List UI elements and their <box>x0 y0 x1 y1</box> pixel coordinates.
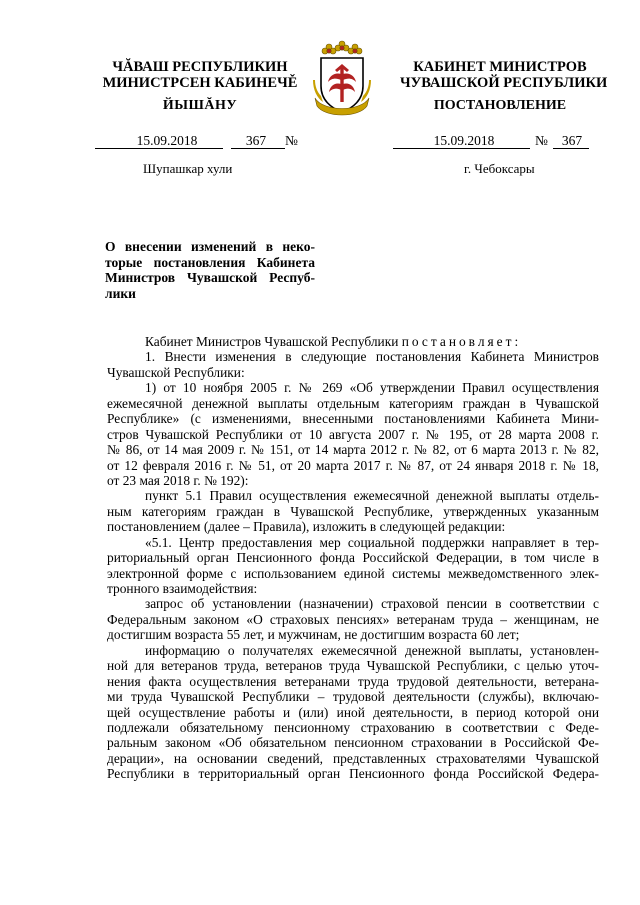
body-line: от 23 мая 2018 г. № 192): <box>107 472 249 488</box>
body-line: электронной форме с использованием единой системы межведомственного элек- <box>107 565 599 581</box>
city-chuvash: Шупашкар хули <box>143 161 233 176</box>
body-line: Чувашской Республики: <box>107 364 245 380</box>
number-sign-right: № <box>535 133 548 148</box>
doc-date-left: 15.09.2018 <box>136 133 198 148</box>
body-line: ным категориям граждан в Чувашской Республике, утвержденных указанным <box>107 503 599 519</box>
body-line: щей осуществление работы и (или) иной деятельности, в период которой они <box>107 704 599 720</box>
doc-date-right: 15.09.2018 <box>433 133 495 148</box>
body-line: ежемесячной денежной выплаты отдельным категориям граждан в Чувашской <box>107 395 599 411</box>
body-line: запрос об установлении (назначении) страховой пенсии в соответствии с <box>145 596 599 612</box>
body-line: от 12 февраля 2016 г. № 51, от 20 марта 2017 г. № 87, от 24 января 2018 г. № 18, <box>107 457 599 473</box>
subject-line: лики <box>105 285 136 301</box>
body-line: ральным законом «Об обязательном пенсионном страховании в Российской Фе- <box>107 735 599 751</box>
date-underline-left <box>95 148 223 149</box>
header-left-line-1: ЧĂВАШ РЕСПУБЛИКИН <box>112 59 288 75</box>
header-right-russian <box>400 59 608 91</box>
body-line: Республике» (с изменениями, внесенными постановлениями Кабинета Мини- <box>107 411 599 427</box>
intro-verb: постановляет: <box>401 334 522 349</box>
doc-number-left: 367 <box>245 133 267 148</box>
body-line: достигшим возраста 55 лет, и мужчинам, не достигшим возраста 60 лет; <box>107 627 520 643</box>
body-line: дерации», на основании сведений, представленных страхователями Чувашской <box>107 750 599 766</box>
body-line: 1) от 10 ноября 2005 г. № 269 «Об утверждении Правил осуществления <box>145 380 599 396</box>
body-line: нения факта осуществления ветеранами труда трудовой деятельности, ветерана- <box>107 673 599 689</box>
body-line: пункт 5.1 Правил осуществления ежемесячной денежной выплаты отдель- <box>145 488 599 504</box>
doc-line-right <box>393 133 603 149</box>
header-right-line-1: КАБИНЕТ МИНИСТРОВ <box>413 59 587 75</box>
header-left-chuvash <box>100 59 300 91</box>
subject-line: торые постановления Кабинета <box>105 254 315 270</box>
date-underline-right <box>393 148 530 149</box>
intro-text: Кабинет Министров Чувашской Республики <box>145 334 402 349</box>
body-line: стров Чувашской Республики от 10 августа 2007 г. № 195, от 28 марта 2008 г. <box>107 426 599 442</box>
header-right-line-2: ЧУВАШСКОЙ РЕСПУБЛИКИ <box>400 75 608 91</box>
document-body <box>107 334 599 782</box>
body-line: «5.1. Центр предоставления мер социальной поддержки направляет в тер- <box>145 534 599 550</box>
number-underline-left <box>231 148 285 149</box>
doc-type-chuvash: ЙЫШĂНУ <box>162 98 238 113</box>
header-left-line-2: МИНИСТРСЕН КАБИНЕЧĚ <box>102 75 298 91</box>
body-line: постановлением (далее – Правила), изложить в следующей редакции: <box>107 519 506 535</box>
document-subject <box>105 239 315 301</box>
chuvash-republic-emblem-icon <box>301 40 383 122</box>
body-line: подлежали обязательному пенсионному страхованию в соответствии с Феде- <box>107 719 599 735</box>
body-line: риториальный орган Пенсионного фонда Российской Федерации, в том числе в <box>107 550 599 566</box>
body-line: № 86, от 14 мая 2009 г. № 151, от 14 марта 2012 г. № 82, от 6 марта 2013 г. № 82, <box>107 442 599 458</box>
body-line: 1. Внести изменения в следующие постановления Кабинета Министров <box>145 349 599 365</box>
doc-line-left <box>95 133 315 149</box>
number-sign-left: № <box>285 133 298 148</box>
body-line: ми труда Чувашской Республики – трудовой деятельности (службы), включаю- <box>107 689 599 705</box>
subject-line: Министров Чувашской Респуб- <box>105 270 315 285</box>
intro-line <box>107 334 599 349</box>
body-line: ной для ветеранов труда, ветеранов труда Чувашской Республики, с целью уточ- <box>107 658 599 674</box>
city-russian: г. Чебоксары <box>464 161 535 176</box>
subject-line: О внесении изменений в неко- <box>105 239 315 254</box>
number-underline-right <box>553 148 589 149</box>
body-line: информацию о получателях ежемесячной денежной выплаты, установлен- <box>145 642 599 658</box>
doc-type-russian: ПОСТАНОВЛЕНИЕ <box>433 98 567 113</box>
body-line: тронного взаимодействия: <box>107 581 258 596</box>
doc-number-right: 367 <box>561 133 583 148</box>
body-line: Республики в территориальный орган Пенсионного фонда Российской Федера- <box>107 766 599 782</box>
body-line: Федеральным законом «О страховых пенсиях» ветеранам труда – женщинам, не <box>107 611 599 627</box>
